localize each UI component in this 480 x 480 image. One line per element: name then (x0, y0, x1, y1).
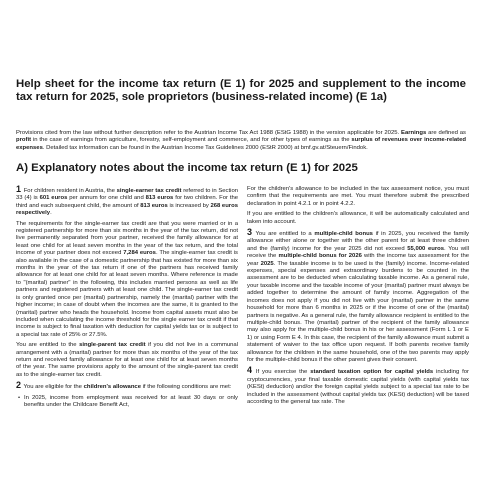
emphasis-text: Earnings (401, 130, 427, 136)
text-run: including for cryptocurrencies, your final taxable domestic capital yields (with capital yields tax (KESt) deduction) and/or the foreign capital yields subject to a special tax rate to be included in the assessment (without capital yields tax (KESt) deduction) will be taxed according to the general tax rate. The (247, 369, 469, 405)
emphasis-text: profit (16, 137, 32, 144)
text-run: with the income tax assessment for the year (247, 253, 469, 267)
text-run: For children resident in Austria, the (22, 188, 117, 194)
emphasis-text: single-parent tax credit (79, 342, 146, 349)
text-run: . Detailed tax information can be found in the Austrian Income Tax Guidelines 2000 (EStR 2000) at bmf.gv.at/Steuern/Findok. (42, 144, 368, 151)
text-run: If you are entitled to the children's allowance, it will be automatically calculated and taken into account. (247, 211, 469, 225)
numbered-paragraph (247, 229, 469, 364)
paragraph-number: 2 (16, 380, 22, 391)
bullet-item (16, 395, 238, 410)
numbered-paragraph (247, 367, 469, 406)
text-run: You are entitled to a (253, 231, 315, 238)
text-run: per annum for one child and (67, 195, 146, 202)
text-run: The requirements for the single-earner tax credit are that you were married or in a registered partnership for more than six months in the year of the tax return, did not live permanently separated from your partner, received the family allowance for at least one child for at least seven months in the year of the tax return, and the total income of your partner does not exceed (16, 220, 238, 257)
section-a-heading: A) Explanatory notes about the income tax return (E 1) for 2025 (16, 162, 358, 174)
paragraph-number: 3 (247, 227, 253, 238)
emphasis-text: multiple-child bonus for 2026 (278, 253, 362, 260)
emphasis-text: 601 euros (39, 195, 68, 202)
text-run: if in 2025, you received the family allowance either alone or together with the other parent for at least three children and the (family) income for the year 2025 did not exceed (247, 231, 469, 252)
text-run: . The single-earner tax credit is also available in the case of a domestic partnership that has existed for more than six months in the year of the tax return if one of the partners has received family allowance for at least one child for at least seven months. Where reference is made to "(marital) partner" in the following, this includes married persons as well as life partners and registered partners with at least one child. The single-earner tax credit is only granted once per (marital) partnership, namely the (marital) partner with the higher income; in case of doubt when the incomes are the same, it is granted to the (marital) partner who heads the household. Income from capital assets must also be included when calculating the income threshold for the single earner tax credit if that income is subject to final taxation with deduction for capital yields tax or is subject to a special tax rate of 25% or 27.5%. (16, 250, 239, 338)
paragraph (247, 211, 469, 226)
paragraph (16, 342, 238, 379)
left-column (16, 186, 238, 412)
text-run: In 2025, income from employment was received for at least 30 days or only benefits under the Childcare Benefit Act, (24, 394, 238, 408)
text-run: You are eligible for the (22, 384, 84, 391)
text-run: You are entitled to the (16, 342, 80, 349)
paragraph (16, 221, 238, 340)
emphasis-text: 813 euros (145, 195, 174, 202)
text-run: are defined as (426, 130, 466, 136)
intro-paragraph (16, 130, 466, 152)
help-sheet-title: Help sheet for the income tax return (E 1) for 2025 and supplement to the income tax return for 2025, sole proprietors (business-related income) (E 1a) (16, 78, 466, 103)
emphasis-text: 2025 (260, 260, 274, 267)
text-run: . The taxable income is to be used is the (family) income. Income-related expenses, special expenses and extraordinary burdens to be counted in the assessment are to be deducted when calculating taxable income. As a general rule, your taxable income and the taxable income of your (marital) partner must always be added together to determine the amount of family income. Aggregation of the incomes does not apply if you did not live with your (marital) partner in the same household for more than 6 months in 2025 or if the income of one of the (marital) partners is negative. As a general rule, the family allowance recipient is entitled to the multiple-child bonus. The (marital) partner of the recipient of the family allowance may also apply for the multiple-child bonus in his or her assessment (Form L 1 or E 1) or using Form E 4. In this case, the recipient of the family allowance must submit a statement of waiver to the tax office upon request. If both parents receive family allowance for the children in the same household, one of the two parents may apply for the multiple-child bonus if the other parent gives their consent. (247, 260, 470, 363)
text-run: For the children's allowance to be included in the tax assessment notice, you must confirm that the requirements are met. You must therefore submit the prescribed declaration in point 4.2.1 or in point 4.2.2. (247, 186, 469, 207)
emphasis-text: single-earner tax credit (116, 188, 182, 194)
text-run: if the following conditions are met: (140, 384, 232, 391)
right-column (247, 186, 469, 409)
emphasis-text: 55,000 euros (407, 245, 445, 252)
text-run: is increased by (167, 202, 211, 209)
text-run: Provisions cited from the law without further description refer to the Austrian Income Tax Act 1988 (EStG 1988) in the version applicable for 2025. (16, 130, 402, 136)
paragraph-number: 1 (16, 184, 22, 194)
emphasis-text: children's allowance (83, 384, 141, 391)
numbered-paragraph (16, 186, 238, 218)
emphasis-text: standard taxation option for capital yields (310, 369, 434, 376)
text-run: for two children. For the third and each subsequent child, the amount of (16, 195, 239, 209)
text-run: . (50, 210, 52, 217)
text-run: . You will receive the (247, 245, 469, 260)
text-run: if you did not live in a communal arrangement with a (marital) partner for more than six months of the year of the tax return and received family allowance for at least one child for at least seven months of the year. The same provisions apply to the amount of the single-parent tax credit as to the single-earner tax credit. (16, 342, 238, 378)
text-run: If you exercise the (253, 369, 311, 376)
emphasis-text: multiple-child bonus (314, 231, 373, 238)
text-run: referred to in Section 33 (4) is (16, 188, 238, 202)
emphasis-text: surplus of revenues over income-related expenses (16, 137, 466, 151)
emphasis-text: 268 euros respectively (16, 202, 238, 217)
text-run: in the case of earnings from agriculture, forestry, self-employment and commerce, and for other types of earnings as the (31, 137, 352, 144)
emphasis-text: 7,284 euros (123, 250, 156, 257)
paragraph-number: 4 (247, 365, 253, 376)
emphasis-text: 813 euros (140, 202, 168, 209)
paragraph (247, 186, 469, 208)
numbered-paragraph (16, 382, 238, 391)
